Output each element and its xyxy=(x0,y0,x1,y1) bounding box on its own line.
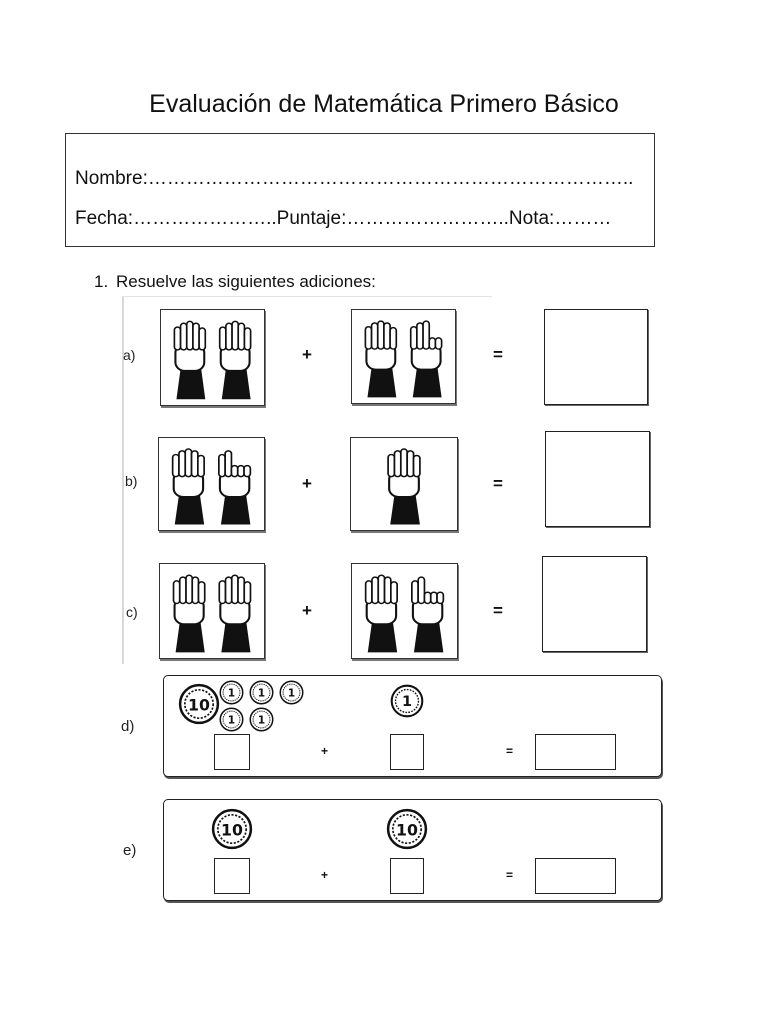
exercise-b-label: b) xyxy=(125,473,138,489)
exercise-d-equals: = xyxy=(506,744,514,758)
exercise-a-equals: = xyxy=(493,345,503,364)
coin-1-icon xyxy=(219,707,244,732)
exercise-b-right-hands xyxy=(350,437,458,531)
svg-text:1: 1 xyxy=(257,713,266,727)
exercise-a-answer-box[interactable] xyxy=(544,309,648,405)
nombre-field[interactable]: Nombre:………………………………………………………………….. xyxy=(75,168,634,189)
coin-1-icon xyxy=(249,680,274,705)
student-info-box xyxy=(65,133,655,247)
page-title: Evaluación de Matemática Primero Básico xyxy=(149,90,619,118)
exercise-d-panel xyxy=(163,675,662,777)
exercise-e-left-box[interactable] xyxy=(214,858,250,894)
exercise-d-plus: + xyxy=(321,744,329,758)
exercise-e-right-box[interactable] xyxy=(390,858,424,894)
exercise-c-right-hands xyxy=(351,563,458,659)
coin-1-icon xyxy=(219,680,244,705)
coin-1-icon xyxy=(249,707,274,732)
svg-text:10: 10 xyxy=(396,820,418,840)
exercise-b-plus: + xyxy=(302,474,312,493)
coin-10-icon xyxy=(178,683,220,725)
raised-hand-icon xyxy=(388,449,420,524)
raised-hand-icon xyxy=(365,321,396,397)
exercise-b-left-hands xyxy=(158,437,265,531)
exercise-c-equals: = xyxy=(493,601,503,620)
exercise-c-answer-box[interactable] xyxy=(542,556,647,652)
exercise-e-equals: = xyxy=(506,868,514,882)
svg-text:1: 1 xyxy=(227,686,236,700)
coin-10-icon xyxy=(386,808,428,850)
raised-hand-icon xyxy=(220,321,251,399)
raised-hand-icon xyxy=(219,575,250,652)
exercise-c-left-hands xyxy=(159,563,265,659)
fecha-puntaje-nota-field[interactable]: Fecha:…………………..Puntaje:……………………..Nota:……… xyxy=(75,208,612,229)
raised-hand-icon xyxy=(366,575,398,652)
exercise-a-label: a) xyxy=(123,347,136,363)
exercise-a-right-hands xyxy=(351,309,456,404)
question-text: Resuelve las siguientes adiciones: xyxy=(116,272,376,291)
raised-hand-icon xyxy=(173,449,205,524)
exercise-e-plus: + xyxy=(321,868,329,882)
exercise-e-label: e) xyxy=(123,842,137,859)
svg-text:1: 1 xyxy=(257,686,266,700)
svg-text:1: 1 xyxy=(227,713,236,727)
exercise-d-label: d) xyxy=(121,718,135,735)
exercise-b-answer-box[interactable] xyxy=(545,431,650,527)
question-number: 1. xyxy=(94,272,109,291)
svg-text:10: 10 xyxy=(221,820,243,840)
exercise-b-equals: = xyxy=(493,474,503,493)
svg-text:1: 1 xyxy=(401,694,413,711)
raised-hand-icon xyxy=(411,321,442,397)
raised-hand-icon xyxy=(174,575,205,652)
coin-1-icon xyxy=(279,680,304,705)
raised-hand-icon xyxy=(174,321,205,399)
coin-10-icon xyxy=(211,808,253,850)
exercise-d-left-box[interactable] xyxy=(214,734,250,770)
question-1-heading xyxy=(94,272,376,292)
raised-hand-icon xyxy=(219,451,251,525)
exercise-e-answer-box[interactable] xyxy=(535,858,616,894)
svg-text:1: 1 xyxy=(287,686,296,700)
exercise-c-plus: + xyxy=(302,601,312,620)
exercise-d-right-box[interactable] xyxy=(390,734,424,770)
exercise-c-label: c) xyxy=(126,604,138,620)
raised-hand-icon xyxy=(412,577,444,652)
exercise-e-panel xyxy=(163,799,662,901)
coin-1-icon xyxy=(390,684,424,718)
exercise-d-answer-box[interactable] xyxy=(535,734,616,770)
exercise-a-plus: + xyxy=(302,345,312,364)
exercise-top-line xyxy=(122,296,492,297)
svg-text:10: 10 xyxy=(188,695,210,715)
exercise-a-left-hands xyxy=(160,309,265,406)
